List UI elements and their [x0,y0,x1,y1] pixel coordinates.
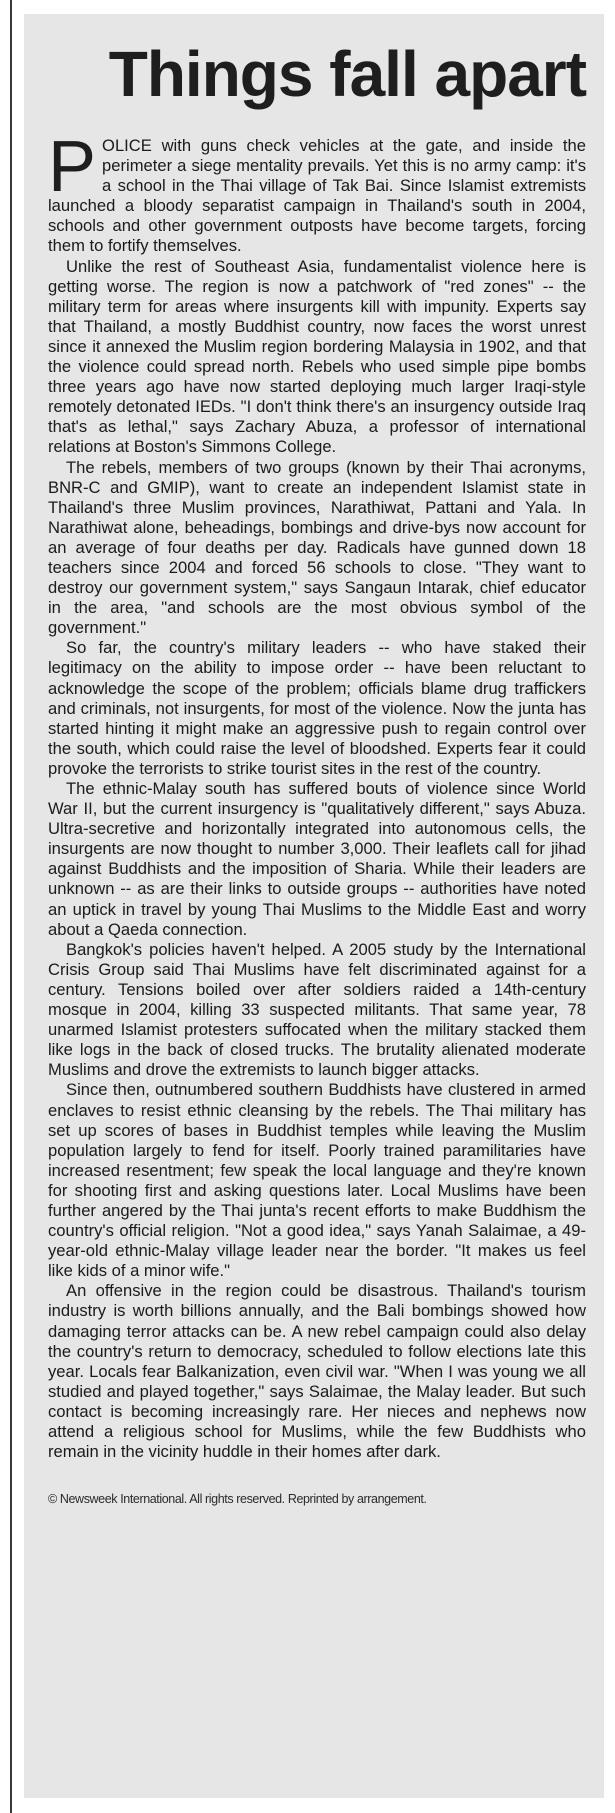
body-paragraph: Bangkok's policies haven't helped. A 2005 study by the International Crisis Group said Thai Muslims have felt discriminated against for a century. Tensions boiled over after soldiers raided a 14th-century mosque in 2004, killing 33 suspected militants. That same year, 78 unarmed Islamist protesters suffocated when the military stacked them like logs in the back of closed trucks. The brutality alienated moderate Muslims and drove the extremists to launch bigger attacks. [48,939,586,1080]
lead-paragraph-text: OLICE with guns check vehicles at the gate, and inside the perimeter a siege mentality prevails. Yet this is no army camp: it's a school in the Thai village of Tak Bai. Since Islamist extremists launched a bloody separatist campaign in Thailand's south in 2004, schools and other government outposts have become targets, forcing them to fortify themselves. [48,136,586,256]
article-body [48,127,586,1462]
article-panel [24,14,604,1798]
body-paragraph: The rebels, members of two groups (known by their Thai acronyms, BNR-C and GMIP), want to create an independent Islamist state in Thailand's three Muslim provinces, Narathiwat, Pattani and Yala. In Narathiwat alone, beheadings, bombings and drive-bys now account for an average of four deaths per day. Radicals have gunned down 18 teachers since 2004 and forced 56 schools to close. "They want to destroy our government system," says Sangaun Intarak, chief educator in the area, "and schools are the most obvious symbol of the government." [48,457,586,638]
drop-cap: P [48,127,97,207]
body-paragraph: Since then, outnumbered southern Buddhists have clustered in armed enclaves to resist ethnic cleansing by the rebels. The Thai military has set up scores of bases in Buddhist temples while leaving the Muslim population largely to fend for itself. Poorly trained paramilitaries have increased resentment; few speak the local language and they're known for shooting first and asking questions later. Local Muslims have been further angered by the Thai junta's recent efforts to make Buddhism the country's official religion. "Not a good idea," says Yanah Salaimae, a 49-year-old ethnic-Malay village leader near the border. "It makes us feel like kids of a minor wife." [48,1080,586,1281]
headline: Things fall apart [108,38,586,110]
lead-paragraph [48,127,586,257]
body-paragraph: The ethnic-Malay south has suffered bouts of violence since World War II, but the current insurgency is "qualitatively different," says Abuza. Ultra-secretive and horizontally integrated into autonomous cells, the insurgents are now thought to number 3,000. Their leaflets call for jihad against Buddhists and the imposition of Sharia. While their leaders are unknown -- as are their links to outside groups -- authorities have noted an uptick in travel by young Thai Muslims to the Middle East and worry about a Qaeda connection. [48,779,586,939]
body-paragraph: Unlike the rest of Southeast Asia, fundamentalist violence here is getting worse. The region is now a patchwork of "red zones" -- the military term for areas where insurgents kill with impunity. Experts say that Thailand, a mostly Buddhist country, now faces the worst unrest since it annexed the Muslim region bordering Malaysia in 1902, and that the violence could spread north. Rebels who used simple pipe bombs three years ago have now started deploying much larger Iraqi-style remotely detonated IEDs. "I don't think there's an insurgency outside Iraq that's as lethal," says Zachary Abuza, a professor of international relations at Boston's Simmons College. [48,256,586,457]
body-paragraph: An offensive in the region could be disastrous. Thailand's tourism industry is worth billions annually, and the Bali bombings showed how damaging terror attacks can be. A new rebel campaign could also delay the country's return to democracy, scheduled to follow elections late this year. Locals fear Balkanization, even civil war. "When I was young we all studied and played together," says Salaimae, the Malay leader. But such contact is becoming increasingly rare. Her nieces and nephews now attend a religious school for Muslims, while the few Buddhists who remain in the vicinity huddle in their homes after dark. [48,1281,586,1462]
left-margin-rule [10,0,12,1813]
copyright-credit: © Newsweek International. All rights reserved. Reprinted by arrangement. [48,1492,427,1507]
body-paragraph: So far, the country's military leaders -- who have staked their legitimacy on the ability to impose order -- have been reluctant to acknowledge the scope of the problem; officials blame drug traffickers and criminals, not insurgents, for most of the violence. Now the junta has started hinting it might make an aggressive push to regain control over the south, which could raise the level of bloodshed. Experts fear it could provoke the terrorists to strike tourist sites in the rest of the country. [48,638,586,778]
